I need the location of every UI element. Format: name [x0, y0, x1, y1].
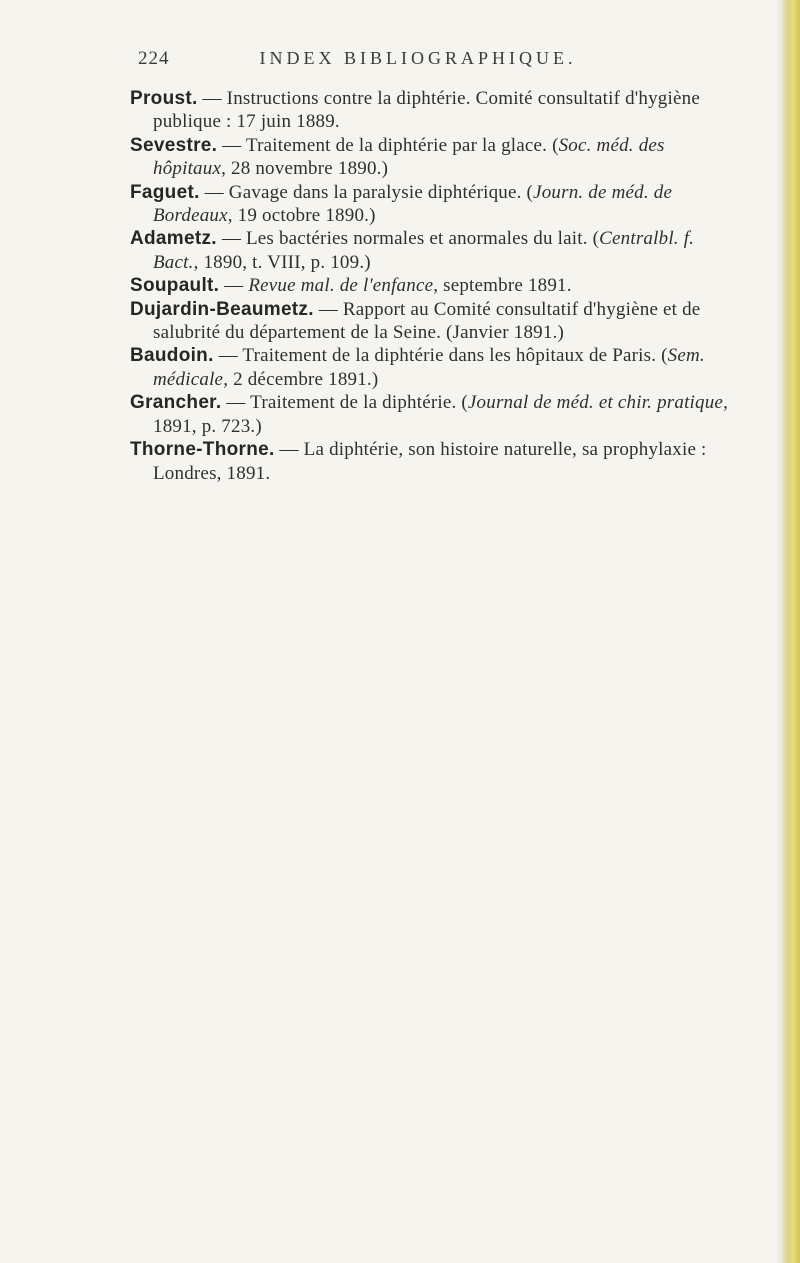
- entry-text: — La diphtérie, son histoire naturelle, sa prophylaxie : Londres, 1891.: [153, 439, 707, 484]
- entry-text: , 2 décembre 1891.): [223, 368, 379, 390]
- entry-source: Revue mal. de l'enfance: [248, 275, 434, 297]
- entry-author: Sevestre.: [130, 134, 218, 156]
- entry-author: Dujardin-Beaumetz.: [130, 298, 314, 320]
- entry-text: — Instructions contre la diphtérie. Comité consultatif d'hygiène publique : 17 juin 1889.: [153, 88, 700, 133]
- page-header: [138, 48, 698, 76]
- entry-text: — Traitement de la diphtérie dans les hôpitaux de Paris. (: [213, 345, 668, 367]
- bibliography-entry: [130, 87, 742, 134]
- page-edge: [782, 0, 800, 1263]
- bibliography-entry: [130, 344, 742, 391]
- page-number: 224: [138, 48, 170, 69]
- entry-text: — Rapport au Comité consultatif d'hygiène et de salubrité du département de la Seine. (Janvier 1891.): [153, 298, 701, 344]
- entry-text: — Traitement de la diphtérie par la glace. (: [217, 134, 559, 156]
- bibliography-list: [130, 87, 742, 485]
- entry-text: — Les bactéries normales et anormales du lait. (: [216, 228, 600, 250]
- entry-source: Sem. médicale: [153, 345, 705, 390]
- entry-text: — Traitement de la diphtérie. (: [221, 392, 468, 414]
- entry-source: Soc. méd. des hôpitaux: [153, 134, 665, 180]
- entry-text: —: [219, 275, 249, 297]
- entry-author: Adametz.: [130, 228, 217, 250]
- entry-author: Grancher.: [130, 392, 222, 414]
- entry-text: — Gavage dans la paralysie diphtérique. (: [199, 181, 534, 203]
- entry-text: , 28 novembre 1890.): [221, 158, 389, 180]
- entry-author: Soupault.: [130, 275, 220, 297]
- bibliography-entry: [130, 391, 742, 438]
- entry-source: Journal de méd. et chir. pratique: [467, 392, 724, 414]
- entry-author: Faguet.: [130, 181, 200, 203]
- running-title: INDEX BIBLIOGRAPHIQUE.: [259, 48, 577, 68]
- entry-author: Proust.: [130, 88, 198, 109]
- entry-text: , 1890, t. VIII, p. 109.): [193, 251, 371, 273]
- bibliography-entry: [130, 438, 742, 485]
- bibliography-entry: [130, 274, 742, 297]
- bibliography-entry: [130, 298, 742, 345]
- entry-source: Centralbl. f. Bact.: [153, 228, 695, 273]
- entry-text: , 19 octobre 1890.): [227, 205, 376, 227]
- entry-author: Baudoin.: [130, 345, 214, 367]
- entry-text: , 1891, p. 723.): [153, 392, 729, 437]
- bibliography-entry: [130, 181, 742, 228]
- entry-source: Journ. de méd. de Bordeaux: [153, 181, 673, 227]
- entry-text: , septembre 1891.: [433, 275, 572, 297]
- bibliography-entry: [130, 227, 742, 274]
- entry-author: Thorne-Thorne.: [130, 439, 275, 461]
- bibliography-entry: [130, 134, 742, 181]
